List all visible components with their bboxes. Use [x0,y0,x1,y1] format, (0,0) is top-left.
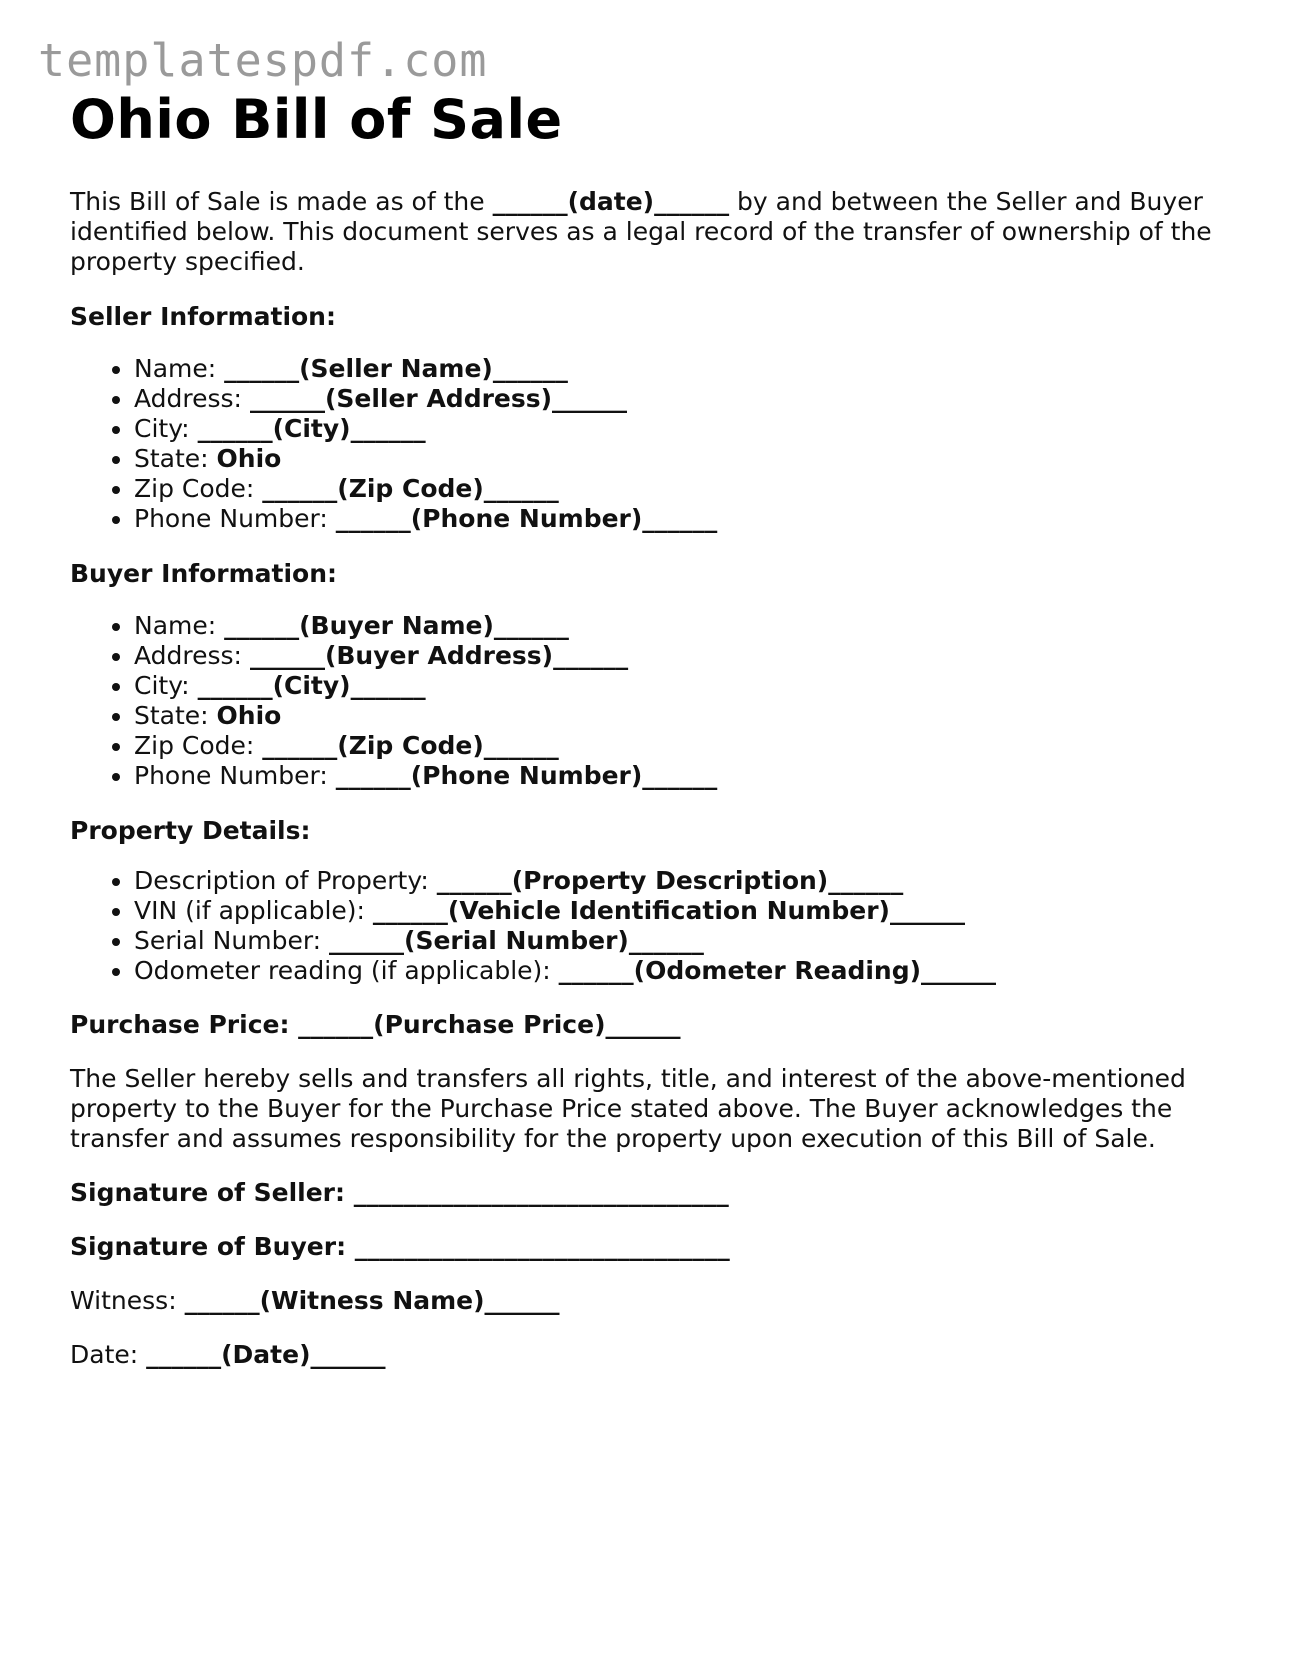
seller-state-value: Ohio [216,444,282,474]
seller-zip-item [134,474,1230,504]
item-label: VIN (if applicable): [134,896,373,926]
item-label: Description of Property: [134,866,437,896]
seller-city-item [134,414,1230,444]
seller-address-item [134,384,1230,414]
seller-phone-item [134,504,1230,534]
witness-label: Witness: [70,1286,185,1316]
seller-address-field[interactable]: ______(Seller Address)______ [249,384,628,414]
item-label: Phone Number: [134,761,336,791]
seller-list [70,354,1230,534]
watermark-text: templatespdf.com [38,34,488,87]
seller-signature-field[interactable]: Signature of Seller: ______________________________ [70,1178,729,1208]
intro-paragraph [70,187,1230,277]
buyer-address-item [134,641,1230,671]
buyer-signature-line [70,1232,1230,1262]
odometer-field[interactable]: ______(Odometer Reading)______ [558,956,997,986]
purchase-price-field[interactable]: Purchase Price: ______(Purchase Price)______ [70,1010,681,1040]
witness-name-field[interactable]: ______(Witness Name)______ [184,1286,560,1316]
buyer-name-field[interactable]: ______(Buyer Name)______ [224,611,569,641]
buyer-address-field[interactable]: ______(Buyer Address)______ [249,641,629,671]
property-list [70,866,1230,986]
intro-before: This Bill of Sale is made as of the [70,187,493,217]
item-label: City: [134,414,198,444]
buyer-list [70,611,1230,791]
property-heading: Property Details: [70,816,311,846]
serial-number-item [134,926,1230,956]
buyer-state-item [134,701,1230,731]
buyer-zip-item [134,731,1230,761]
seller-zip-field[interactable]: ______(Zip Code)______ [262,474,559,504]
purchase-price-line [70,1010,1230,1040]
item-label: Zip Code: [134,474,263,504]
item-label: Zip Code: [134,731,263,761]
buyer-phone-field[interactable]: ______(Phone Number)______ [335,761,718,791]
vin-item [134,896,1230,926]
buyer-zip-field[interactable]: ______(Zip Code)______ [262,731,559,761]
vin-field[interactable]: ______(Vehicle Identification Number)______ [372,896,965,926]
item-label: Serial Number: [134,926,330,956]
seller-signature-line [70,1178,1230,1208]
buyer-name-item [134,611,1230,641]
signing-date-field[interactable]: ______(Date)______ [146,1340,386,1370]
witness-line [70,1286,1230,1316]
buyer-phone-item [134,761,1230,791]
document-page [70,90,1230,1370]
property-description-item [134,866,1230,896]
item-label: Name: [134,611,225,641]
buyer-state-value: Ohio [216,701,282,731]
item-label: Phone Number: [134,504,336,534]
date-field[interactable]: ______(date)______ [492,187,730,217]
item-label: State: [134,701,217,731]
property-description-field[interactable]: ______(Property Description)______ [436,866,904,896]
buyer-city-item [134,671,1230,701]
seller-state-item [134,444,1230,474]
document-title: Ohio Bill of Sale [70,88,563,151]
item-label: State: [134,444,217,474]
item-label: Odometer reading (if applicable): [134,956,559,986]
serial-number-field[interactable]: ______(Serial Number)______ [329,926,704,956]
item-label: Address: [134,641,250,671]
item-label: Address: [134,384,250,414]
date-line [70,1340,1230,1370]
item-label: City: [134,671,198,701]
date-label: Date: [70,1340,147,1370]
seller-name-item [134,354,1230,384]
odometer-item [134,956,1230,986]
transfer-paragraph: The Seller hereby sells and transfers all rights, title, and interest of the above-mentioned property to the Buyer for the Purchase Price stated above. The Buyer acknowledges the transfer and assumes responsibility for the property upon execution of this Bill of Sale. [70,1064,1186,1154]
seller-city-field[interactable]: ______(City)______ [197,414,426,444]
intro-after: by and between the Seller and Buyer identified below. This document serves as a legal record of the transfer of ownership of the property specified. [70,187,1212,277]
seller-name-field[interactable]: ______(Seller Name)______ [224,354,568,384]
buyer-city-field[interactable]: ______(City)______ [197,671,426,701]
buyer-heading: Buyer Information: [70,559,338,589]
seller-heading: Seller Information: [70,302,336,332]
seller-phone-field[interactable]: ______(Phone Number)______ [335,504,718,534]
buyer-signature-field[interactable]: Signature of Buyer: ______________________________ [70,1232,730,1262]
item-label: Name: [134,354,225,384]
